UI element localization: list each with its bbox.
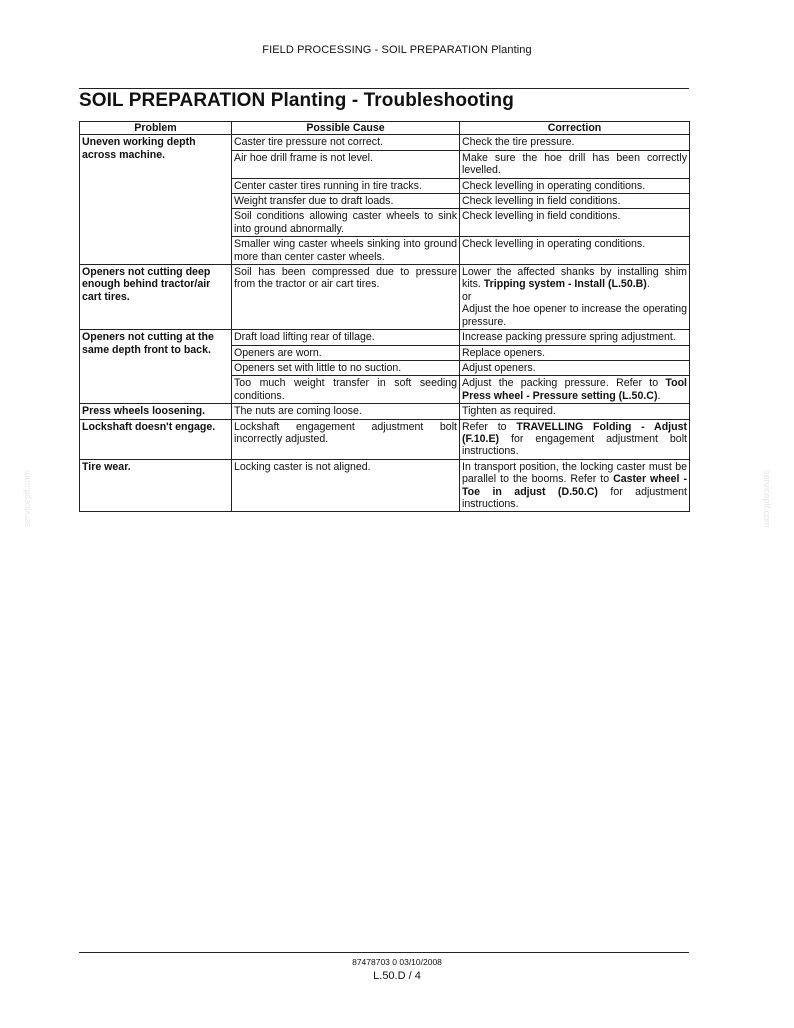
problem-cell: Uneven working depth across machine. [80,135,232,265]
correction-text: Check levelling in operating conditions. [462,238,646,251]
correction-cell [460,376,690,404]
watermark-right: serviceplf.com [762,470,772,528]
title-rule [79,88,689,89]
correction-text: Increase packing pressure spring adjustment. [462,331,676,344]
correction-cell [460,194,690,209]
possible-cause-cell: Too much weight transfer in soft seeding conditions. [232,376,460,404]
problem-cell: Press wheels loosening. [80,404,232,419]
correction-text: Adjust the packing pressure. Refer to [462,377,666,390]
problem-cell: Openers not cutting deep enough behind tractor/air cart tires. [80,265,232,330]
document-number: 87478703 0 03/10/2008 [352,957,442,967]
correction-text: Tighten as required. [462,405,556,418]
table-header [80,122,690,135]
problem-cell: Tire wear. [80,459,232,512]
possible-cause-cell: Center caster tires running in tire tracks. [232,178,460,193]
correction-text: Check levelling in field conditions. [462,195,621,208]
correction-cell [460,178,690,193]
correction-text: . [657,389,661,402]
problem-cell: Openers not cutting at the same depth front to back. [80,330,232,404]
correction-text: Adjust the hoe opener to increase the operating pressure. [462,303,687,328]
troubleshooting-table [79,121,690,512]
table-row [80,265,690,330]
correction-text: . [646,278,650,291]
possible-cause-cell: Smaller wing caster wheels sinking into ground more than center caster wheels. [232,237,460,265]
correction-cell [460,419,690,459]
correction-cell [460,360,690,375]
correction-text: Make sure the hoe drill has been correctly levelled. [462,151,687,177]
correction-text: Check the tire pressure. [462,136,575,149]
table-row [80,135,690,150]
watermark-left: serviceplf.com [22,470,32,528]
correction-text: In transport position, the locking caster must be parallel to the booms. Refer to [462,460,687,486]
cross-reference: Tool Press wheel - Pressure setting (L.50.C) [462,377,687,402]
column-header-possible-cause: Possible Cause [232,122,460,135]
correction-cell [460,237,690,265]
table-row [80,419,690,459]
correction-text: Check levelling in operating conditions. [462,179,646,192]
possible-cause-cell: Soil has been compressed due to pressure from the tractor or air cart tires. [232,265,460,330]
possible-cause-cell: Openers set with little to no suction. [232,360,460,375]
correction-text: Refer to [462,420,517,433]
correction-text: for adjustment instructions. [462,485,688,510]
cross-reference: TRAVELLING Folding - Adjust (F.10.E) [462,420,687,445]
possible-cause-cell: Draft load lifting rear of tillage. [232,330,460,345]
correction-text: Replace openers. [462,346,546,359]
table-row [80,330,690,345]
cross-reference: Caster wheel - Toe in adjust (D.50.C) [462,473,687,498]
table-body [80,135,690,512]
cross-reference: Tripping system - Install (L.50.B) [483,278,647,291]
correction-text: for engagement adjustment bolt instructions. [462,432,687,458]
possible-cause-cell: Soil conditions allowing caster wheels to sink into ground abnormally. [232,209,460,237]
correction-cell [460,330,690,345]
correction-cell [460,404,690,419]
page-number: L.50.D / 4 [373,970,421,982]
possible-cause-cell: The nuts are coming loose. [232,404,460,419]
possible-cause-cell: Locking caster is not aligned. [232,459,460,512]
possible-cause-cell: Lockshaft engagement adjustment bolt incorrectly adjusted. [232,419,460,459]
running-header: FIELD PROCESSING - SOIL PREPARATION Planting [262,44,532,56]
possible-cause-cell: Weight transfer due to draft loads. [232,194,460,209]
column-header-problem: Problem [80,122,232,135]
possible-cause-cell: Openers are worn. [232,345,460,360]
table-header-row [80,122,690,135]
page-title: SOIL PREPARATION Planting - Troubleshooting [79,90,514,111]
table-row [80,459,690,512]
correction-text: Lower the affected shanks by installing shim kits. [462,266,687,291]
correction-cell [460,209,690,237]
correction-text: Adjust openers. [462,361,536,374]
possible-cause-cell: Air hoe drill frame is not level. [232,150,460,178]
footer-rule [79,952,689,953]
correction-cell [460,345,690,360]
problem-cell: Lockshaft doesn't engage. [80,419,232,459]
column-header-correction: Correction [460,122,690,135]
correction-text: or [462,290,472,303]
correction-cell [460,150,690,178]
table-row [80,404,690,419]
correction-cell [460,265,690,330]
possible-cause-cell: Caster tire pressure not correct. [232,135,460,150]
correction-cell [460,459,690,512]
correction-cell [460,135,690,150]
correction-text: Check levelling in field conditions. [462,210,621,223]
